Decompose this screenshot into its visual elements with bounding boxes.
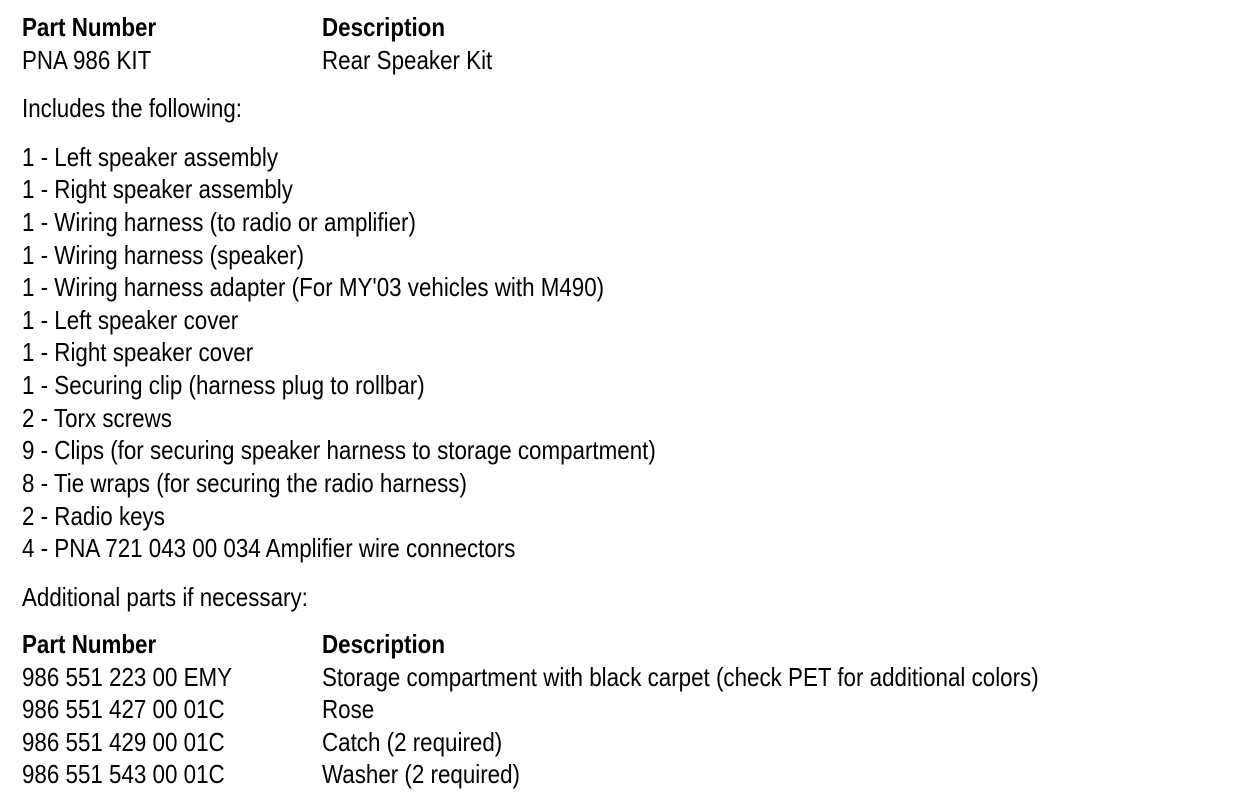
includes-heading: Includes the following: — [22, 93, 243, 123]
list-item: 4 - PNA 721 043 00 034 Amplifier wire connectors — [22, 533, 516, 563]
list-item: 2 - Radio keys — [22, 501, 165, 531]
list-item: 1 - Wiring harness (to radio or amplifier) — [22, 207, 416, 237]
list-item: 1 - Right speaker cover — [22, 337, 254, 367]
additional-heading: Additional parts if necessary: — [22, 582, 308, 612]
description-cell: Catch (2 required) — [322, 727, 503, 757]
list-item: 1 - Right speaker assembly — [22, 174, 293, 204]
part-number-cell: 986 551 223 00 EMY — [22, 662, 233, 692]
kit-part-number: PNA 986 KIT — [22, 45, 152, 75]
description-header: Description — [322, 629, 446, 659]
part-number-cell: 986 551 427 00 01C — [22, 694, 225, 724]
list-item: 1 - Left speaker assembly — [22, 142, 279, 172]
list-item: 9 - Clips (for securing speaker harness to storage compartment) — [22, 435, 656, 465]
part-number-header: Part Number — [22, 12, 157, 42]
list-item: 8 - Tie wraps (for securing the radio harness) — [22, 468, 467, 498]
list-item: 1 - Wiring harness (speaker) — [22, 240, 305, 270]
part-number-cell: 986 551 543 00 01C — [22, 759, 225, 789]
list-item: 2 - Torx screws — [22, 403, 172, 433]
description-header: Description — [322, 12, 446, 42]
description-cell: Storage compartment with black carpet (check PET for additional colors) — [322, 662, 1039, 692]
description-cell: Rose — [322, 694, 375, 724]
list-item: 1 - Left speaker cover — [22, 305, 239, 335]
list-item: 1 - Wiring harness adapter (For MY'03 vehicles with M490) — [22, 272, 605, 302]
list-item: 1 - Securing clip (harness plug to rollbar) — [22, 370, 425, 400]
description-cell: Washer (2 required) — [322, 759, 521, 789]
part-number-header: Part Number — [22, 629, 157, 659]
part-number-cell: 986 551 429 00 01C — [22, 727, 225, 757]
kit-description: Rear Speaker Kit — [322, 45, 493, 75]
